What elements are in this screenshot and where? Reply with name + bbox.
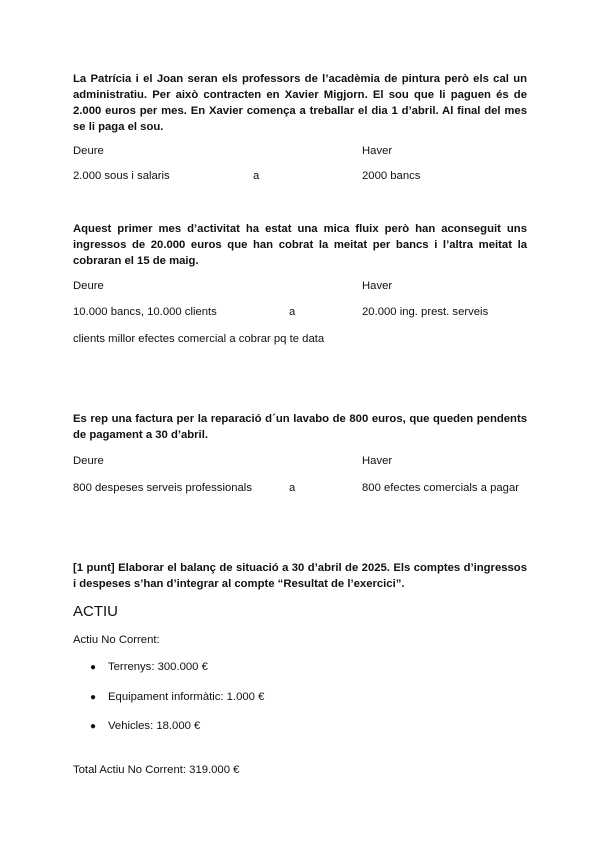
deure-label: Deure — [73, 455, 104, 467]
entry-connector: a — [289, 482, 296, 494]
exercise-3-header-row — [0, 453, 600, 469]
deure-entry: 2.000 sous i salaris — [73, 170, 170, 182]
entry-connector: a — [253, 170, 260, 182]
exercise-2-text: Aquest primer mes d’activitat ha estat una mica fluix però han aconseguit uns ingressos de 20.000 euros que han cobrat la meitat per bancs i l’altra meitat la cobraran el 15 de maig. — [73, 223, 527, 267]
exercise-4-statement — [73, 560, 527, 592]
exercise-3-text: Es rep una factura per la reparació d´un lavabo de 800 euros, que queden pendents de pagament a 30 d’abril. — [73, 413, 527, 441]
list-item-text: Equipament informàtic: 1.000 € — [108, 691, 265, 703]
haver-entry: 20.000 ing. prest. serveis — [362, 306, 489, 318]
bullet-icon: ● — [90, 662, 97, 673]
haver-entry: 2000 bancs — [362, 170, 421, 182]
list-item — [90, 689, 264, 706]
bullet-icon: ● — [90, 692, 97, 703]
haver-label: Haver — [362, 145, 393, 157]
deure-entry: 800 despeses serveis professionals — [73, 482, 252, 494]
exercise-2-statement — [73, 221, 527, 269]
exercise-3-statement — [73, 411, 527, 443]
exercise-2-note: clients millor efectes comercial a cobrar pq te data — [73, 333, 325, 345]
exercise-1-header-row — [0, 143, 600, 159]
list-item-text: Terrenys: 300.000 € — [108, 661, 208, 673]
list-item — [90, 659, 208, 676]
bullet-icon: ● — [90, 721, 97, 732]
exercise-1-entry-row — [0, 168, 600, 184]
exercise-1-text: La Patrícia i el Joan seran els professors de l’acadèmia de pintura però els cal un administratiu. Per això contracten en Xavier Migjorn. El sou que li paguen és de 2.000 euros per mes. En Xavier comença a treballar el dia 1 d’abril. Al final del mes se li paga el sou. — [73, 73, 527, 133]
entry-connector: a — [289, 306, 296, 318]
deure-label: Deure — [73, 280, 104, 292]
actiu-no-corrent-subheading: Actiu No Corrent: — [73, 634, 160, 646]
haver-label: Haver — [362, 280, 393, 292]
total-actiu-no-corrent: Total Actiu No Corrent: 319.000 € — [73, 764, 240, 776]
haver-label: Haver — [362, 455, 393, 467]
exercise-4-text: [1 punt] Elaborar el balanç de situació a 30 d’abril de 2025. Els comptes d’ingressos i despeses s’han d’integrar al compte “Resultat de l’exercici”. — [73, 562, 527, 590]
deure-label: Deure — [73, 145, 104, 157]
exercise-2-entry-row — [0, 304, 600, 320]
list-item — [90, 718, 200, 735]
deure-entry: 10.000 bancs, 10.000 clients — [73, 306, 217, 318]
haver-entry: 800 efectes comercials a pagar — [362, 482, 519, 494]
actiu-heading: ACTIU — [73, 603, 118, 620]
exercise-3-entry-row — [0, 480, 600, 496]
exercise-2-header-row — [0, 278, 600, 294]
exercise-1-statement — [73, 71, 527, 135]
list-item-text: Vehicles: 18.000 € — [108, 720, 201, 732]
